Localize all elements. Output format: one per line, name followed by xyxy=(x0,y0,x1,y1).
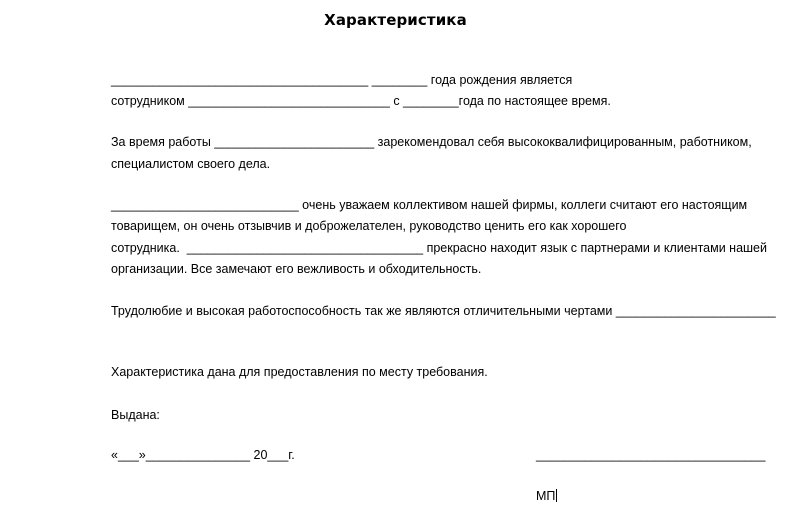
date-line: «___»_______________ 20___г. xyxy=(111,448,295,462)
issued-label: Выдана: xyxy=(111,408,160,422)
paragraph-line: товарищем, он очень отзывчив и доброжелателен, руководство ценить его как хорошего xyxy=(111,219,627,233)
paragraph-line: специалистом своего дела. xyxy=(111,157,271,171)
stamp-area xyxy=(536,488,557,504)
paragraph-line: сотрудником _____________________________ с ________года по настоящее время. xyxy=(111,94,611,108)
signature-line: _________________________________ xyxy=(536,448,766,462)
paragraph-line: ___________________________ очень уважаем коллективом нашей фирмы, коллеги считают его настоящим xyxy=(111,198,748,212)
paragraph-line: _____________________________________ ________ года рождения является xyxy=(111,73,573,87)
paragraph-line: сотрудника. __________________________________ прекрасно находит язык с партнерами и клиентами нашей xyxy=(111,241,767,255)
paragraph-line: За время работы _______________________ зарекомендовал себя высококвалифицированным, работником, xyxy=(111,135,752,149)
document-title: Характеристика xyxy=(324,11,467,29)
text-cursor xyxy=(556,489,557,502)
paragraph-line: Трудолюбие и высокая работоспособность так же являются отличительными чертами _______________________ xyxy=(111,304,776,318)
paragraph-line: Характеристика дана для предоставления по месту требования. xyxy=(111,365,488,379)
paragraph-line: организации. Все замечают его вежливость и обходительность. xyxy=(111,262,482,276)
stamp-label: МП xyxy=(536,489,556,503)
